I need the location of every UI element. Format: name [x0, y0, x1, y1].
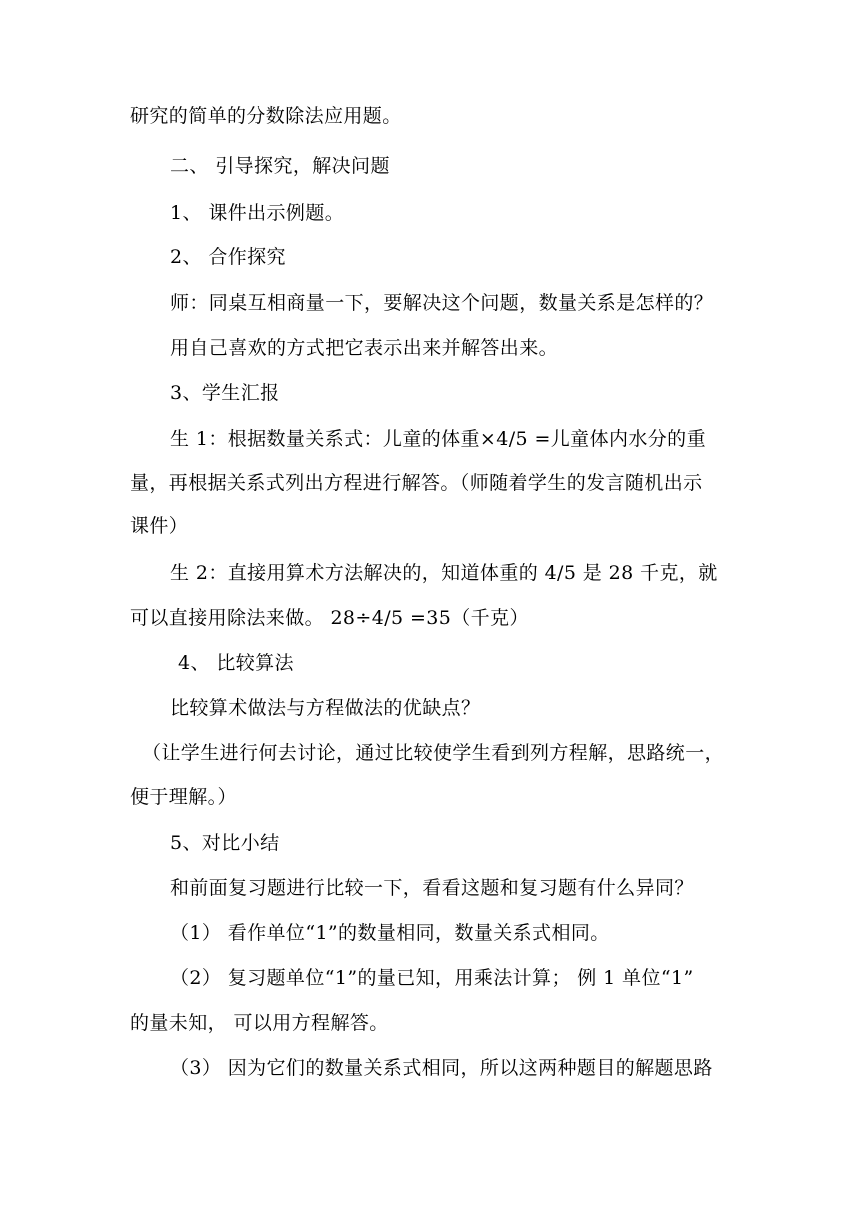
text-line-15: （让学生进行何去讨论，通过比较使学生看到列方程解，思路统一，	[142, 742, 725, 764]
student-2-line-1: 生 2：直接用算术方法解决的，知道体重的 4/5 是 28 千克，就	[170, 562, 718, 584]
text-line-1: 研究的简单的分数除法应用题。	[130, 105, 402, 127]
text-line-14: 比较算术做法与方程做法的优缺点？	[170, 697, 481, 719]
student-1-line-3: 课件）	[130, 515, 189, 537]
step-3: 3、学生汇报	[170, 382, 280, 404]
step-5: 5、对比小结	[170, 832, 280, 854]
section-heading-2: 二、 引导探究，解决问题	[170, 155, 390, 177]
text-line-6: 用自己喜欢的方式把它表示出来并解答出来。	[170, 337, 559, 359]
point-2-line-2: 的量未知， 可以用方程解答。	[130, 1012, 389, 1034]
point-1: （1） 看作单位“1”的数量相同，数量关系式相同。	[170, 922, 610, 944]
step-1: 1、 课件出示例题。	[170, 202, 345, 224]
point-2-line-1: （2） 复习题单位“1”的量已知，用乘法计算； 例 1 单位“1”	[170, 967, 694, 989]
step-4: 4、 比较算法	[178, 652, 294, 674]
text-line-18: 和前面复习题进行比较一下，看看这题和复习题有什么异同？	[170, 877, 694, 899]
teacher-line: 师：同桌互相商量一下，要解决这个问题，数量关系是怎样的？	[170, 292, 714, 314]
text-line-16: 便于理解。）	[130, 786, 237, 808]
step-2: 2、 合作探究	[170, 246, 286, 268]
point-3: （3） 因为它们的数量关系式相同，所以这两种题目的解题思路	[170, 1057, 713, 1079]
student-2-line-2: 可以直接用除法来做。 28÷4/5 =35（千克）	[130, 607, 529, 629]
student-1-line-2: 量，再根据关系式列出方程进行解答。（师随着学生的发言随机出示	[130, 472, 703, 494]
student-1-line-1: 生 1：根据数量关系式：儿童的体重×4/5 =儿童体内水分的重	[170, 428, 706, 450]
